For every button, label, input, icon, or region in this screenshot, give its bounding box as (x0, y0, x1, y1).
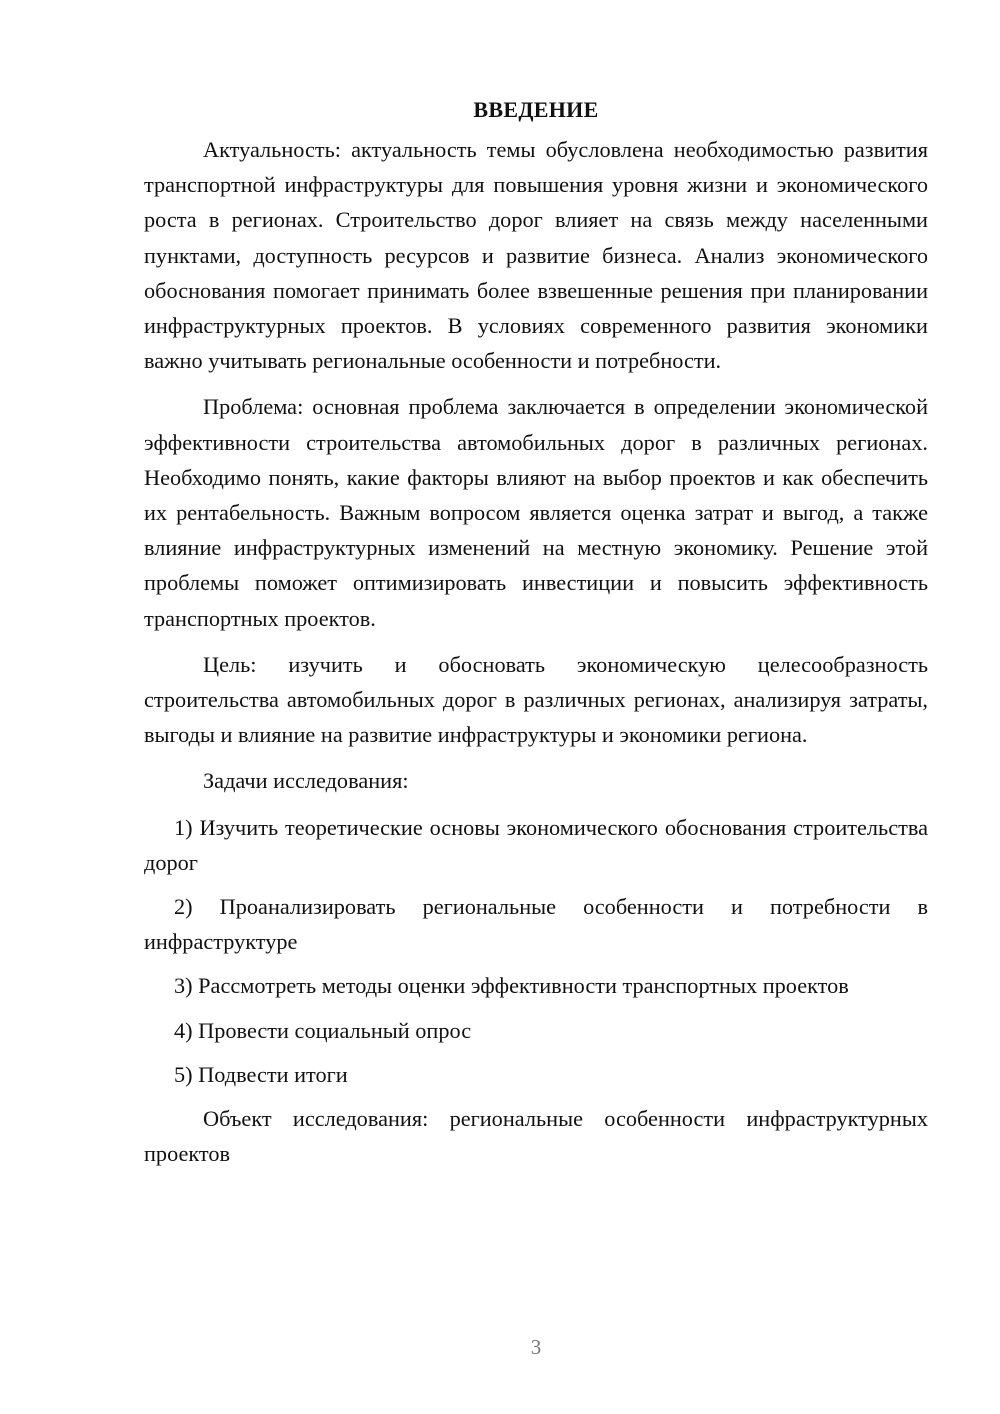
task-item-4: 4) Провести социальный опрос (174, 1017, 472, 1043)
page-content (144, 96, 928, 1182)
task-item-5: 5) Подвести итоги (174, 1061, 348, 1087)
tasks-heading: Задачи исследования: (203, 768, 409, 794)
task-item-3: 3) Рассмотреть методы оценки эффективности транспортных проектов (174, 973, 849, 999)
paragraph-goal: Цель: изучить и обосновать экономическую целесообразность строительства автомобильных дорог в различных регионах, анализируя затраты, выгоды и влияние на развитие инфраструктуры и экономики региона. (144, 651, 928, 748)
paragraph-relevance: Актуальность: актуальность темы обусловлена необходимостью развития транспортной инфраструктуры для повышения уровня жизни и экономического роста в регионах. Строительство дорог влияет на связь между населенными пунктами, доступность ресурсов и развитие бизнеса. Анализ экономического обоснования помогает принимать более взвешенные решения при планировании инфраструктурных проектов. В условиях современного развития экономики важно учитывать региональные особенности и потребности. (144, 137, 928, 374)
task-item-2: 2) Проанализировать региональные особенности и потребности в инфраструктуре (144, 894, 928, 955)
page-number: 3 (530, 1335, 542, 1359)
section-title: ВВЕДЕНИЕ (473, 97, 599, 122)
task-item-1: 1) Изучить теоретические основы экономического обоснования строительства дорог (144, 814, 928, 875)
paragraph-object: Объект исследования: региональные особенности инфраструктурных проектов (144, 1106, 928, 1167)
paragraph-problem: Проблема: основная проблема заключается в определении экономической эффективности строительства автомобильных дорог в различных регионах. Необходимо понять, какие факторы влияют на выбор проектов и как обеспечить их рентабельность. Важным вопросом является оценка затрат и выгод, а также влияние инфраструктурных изменений на местную экономику. Решение этой проблемы поможет оптимизировать инвестиции и повысить эффективность транспортных проектов. (144, 394, 928, 631)
